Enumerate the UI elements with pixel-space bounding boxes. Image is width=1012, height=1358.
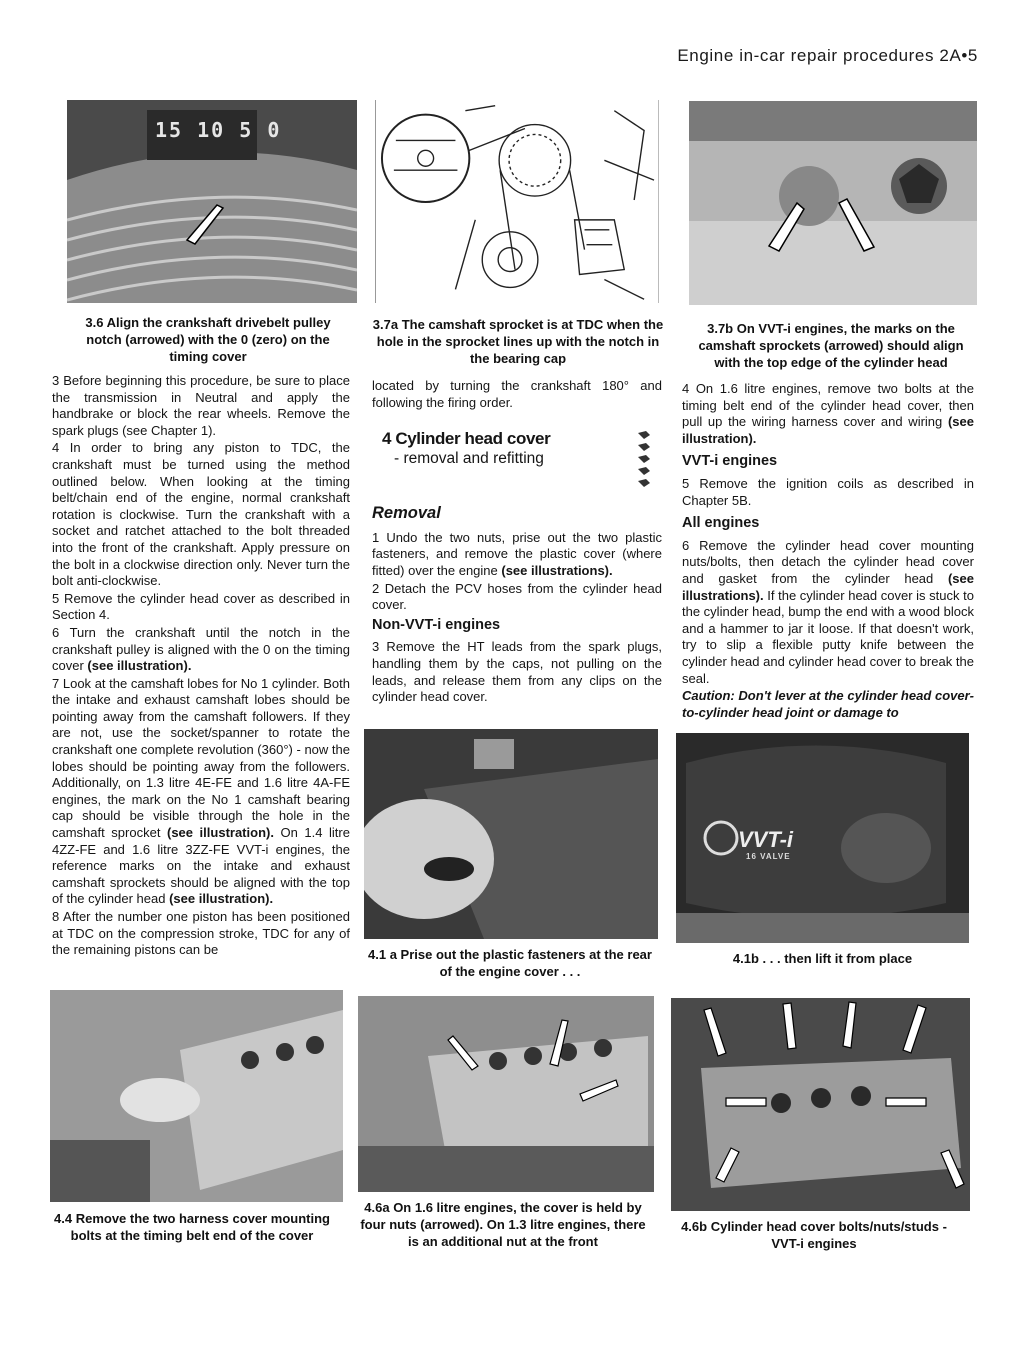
figure-4-6b-photo xyxy=(671,998,970,1211)
figure-4-4-caption: 4.4 Remove the two harness cover mounting bolts at the timing belt end of the cover xyxy=(54,1211,330,1243)
paragraph-4: 4 In order to bring any piston to TDC, the crankshaft must be turned using the method outlined below. When looking at the timing belt/chain end of the engine, normal crankshaft rotation is clockwise. Turn the crankshaft with a socket and ratchet attached to the bolt threaded into the front of the crankshaft. Apply pressure on the bolt in a clockwise direction only. Never turn the bolt anti-clockwise. xyxy=(52,440,350,589)
non-vvti-heading: Non-VVT-i engines xyxy=(372,616,501,633)
vvti-heading: VVT-i engines xyxy=(682,453,778,470)
figure-3-7b-photo xyxy=(689,101,977,305)
vvti-logo-text: VVT-i xyxy=(738,827,794,852)
paragraph-1: 1 Undo the two nuts, prise out the two plastic fasteners, and remove the plastic cover (where fitted) over the engine (see illustrations). xyxy=(372,529,662,578)
figure-3-7a-caption: 3.7a The camshaft sprocket is at TDC when the hole in the sprocket lines up with the notch in the bearing cap xyxy=(372,317,664,366)
paragraph-5: 5 Remove the cylinder head cover as described in Section 4. xyxy=(52,590,350,623)
paragraph-7: 7 Look at the camshaft lobes for No 1 cylinder. Both the intake and exhaust camshaft lobes should be pointing away from the camshaft followers. If they are not, use the socket/spanner to rotate the crankshaft one complete revolution (360°) - now the lobes should be pointing away from the followers. Additionally, on 1.3 litre 4E-FE and 1.6 litre 4A-FE engines, the mark on the No 1 camshaft bearing cap should be visible through the hole in the camshaft sprocket (see illustration). On 1.4 litre 4ZZ-FE and 1.6 litre 3ZZ-FE VVT-i engines, the reference marks on the intake and exhaust camshaft sprockets should be aligned with the top of the cylinder head (see illustration). xyxy=(52,675,350,907)
figure-4-6a-photo xyxy=(358,996,654,1192)
column-3-text xyxy=(682,381,974,722)
continued-paragraph: located by turning the crankshaft 180° and following the firing order. xyxy=(372,378,662,410)
paragraph-3b: 3 Remove the HT leads from the spark plugs, handling them by the caps, not pulling on the leads, and release them from any clips on the cylinder head cover. xyxy=(372,639,662,705)
paragraph-4b: 4 On 1.6 litre engines, remove two bolts at the timing belt end of the cylinder head cover, then pull up the wiring harness cover and wiring (see illustration). xyxy=(682,381,974,446)
paragraph-6b: 6 Remove the cylinder head cover mounting nuts/bolts, then detach the cylinder head cover and gasket from the cylinder head (see illustrations). If the cylinder head cover is stuck to the cylinder head, bump the end with a wood block and a hammer to jar it loose. If that doesn't work, try to slip a flexible putty knife between the cylinder head and cylinder head cover to break the seal. xyxy=(682,537,974,686)
figure-4-1b-caption: 4.1b . . . then lift it from place xyxy=(732,951,913,966)
figure-3-6-caption: 3.6 Align the crankshaft drivebelt pulley notch (arrowed) with the 0 (zero) on the timing cover xyxy=(85,315,331,364)
paragraph-8: 8 After the number one piston has been positioned at TDC on the compression stroke, TDC for any of the remaining pistons can be xyxy=(52,909,350,958)
removal-heading: Removal xyxy=(372,504,441,523)
figure-4-6a-caption: 4.6a On 1.6 litre engines, the cover is held by four nuts (arrowed). On 1.3 litre engines, there is an additional nut at the front xyxy=(360,1200,646,1249)
figure-4-1b-photo xyxy=(676,733,969,943)
page-header: Engine in-car repair procedures 2A•5 xyxy=(677,46,978,65)
section-4-heading xyxy=(372,429,662,497)
all-engines-heading: All engines xyxy=(682,515,760,532)
paragraph-6: 6 Turn the crankshaft until the notch in the crankshaft pulley is aligned with the 0 on the timing cover (see illustration). xyxy=(52,624,350,674)
figure-4-6b-caption: 4.6b Cylinder head cover bolts/nuts/studs - VVT-i engines xyxy=(681,1219,947,1251)
figure-3-7b-caption: 3.7b On VVT-i engines, the marks on the camshaft sprockets (arrowed) should align with the top edge of the cylinder head xyxy=(698,321,964,370)
paragraph-2: 2 Detach the PCV hoses from the cylinder head cover. xyxy=(372,580,662,613)
difficulty-spanner-icon xyxy=(634,429,654,489)
column-2-text xyxy=(372,378,662,707)
vvti-logo-subtext: 16 VALVE xyxy=(746,852,791,861)
figure-4-1a-caption: 4.1 a Prise out the plastic fasteners at the rear of the engine cover . . . xyxy=(368,947,652,979)
section-title: 4 Cylinder head cover xyxy=(382,429,551,449)
paragraph-5b: 5 Remove the ignition coils as described in Chapter 5B. xyxy=(682,475,974,508)
figure-4-1a-photo xyxy=(364,729,658,939)
figure-3-6-markings: 15 10 5 0 xyxy=(155,118,282,142)
paragraph-3: 3 Before beginning this procedure, be sure to place the transmission in Neutral and apply the handbrake or block the rear wheels. Remove the spark plugs (see Chapter 1). xyxy=(52,373,350,438)
section-subtitle: - removal and refitting xyxy=(394,450,544,468)
column-1-text xyxy=(52,373,350,960)
caution-note: Caution: Don't lever at the cylinder head cover-to-cylinder head joint or damage to xyxy=(682,688,974,720)
figure-3-7a-drawing xyxy=(375,100,659,303)
figure-4-4-photo xyxy=(50,990,343,1202)
